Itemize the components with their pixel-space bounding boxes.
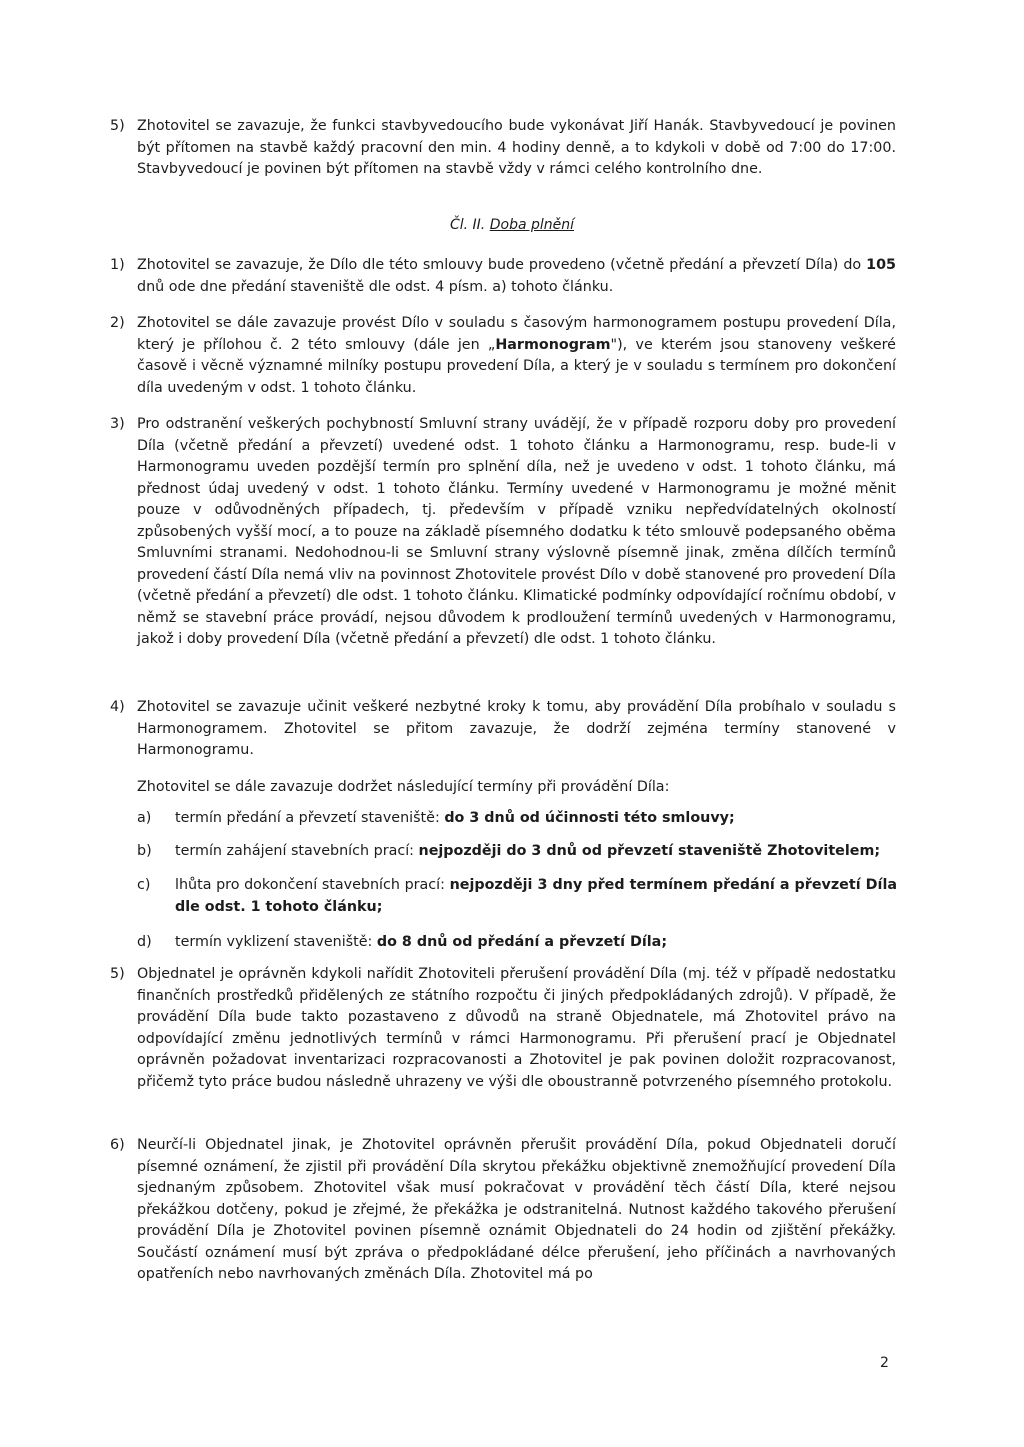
paragraph-5-prev (110, 116, 896, 181)
paragraph-3 (110, 414, 896, 651)
paragraph-4 (110, 697, 896, 762)
list-item-letter: a) (137, 810, 152, 826)
list-item-c (137, 875, 897, 918)
list-item-text (137, 808, 897, 830)
text-segment: termín vyklizení staveniště: (175, 934, 377, 950)
article-label: Čl. II. (449, 217, 486, 233)
bold-segment: do 3 dnů od účinnosti této smlouvy; (444, 810, 735, 826)
paragraph-number: 6) (110, 1137, 125, 1153)
list-item-a (137, 808, 897, 830)
paragraph-number: 5) (110, 118, 125, 134)
paragraph-6 (110, 1135, 896, 1286)
paragraph-2 (110, 313, 896, 399)
paragraph-number: 5) (110, 966, 125, 982)
paragraph-number: 4) (110, 699, 125, 715)
text-segment: termín předání a převzetí staveniště: (175, 810, 445, 826)
list-item-letter: b) (137, 843, 152, 859)
list-item-text (137, 932, 897, 954)
list-item-letter: d) (137, 934, 152, 950)
list-item-text (137, 875, 897, 918)
list-item-b (137, 841, 897, 863)
paragraph-text: Neurčí-li Objednatel jinak, je Zhotovitel oprávněn přerušit provádění Díla, pokud Objednateli doručí písemné oznámení, že zjistil při provádění Díla skrytou překážku objektivně znemožňující provedení Díla sjednaným způsobem. Zhotovitel však musí pokračovat v provádění těch částí Díla, které nejsou překážkou dotčeny, pokud je zřejmé, že překážka je odstranitelná. Nutnost každého takového přerušení provádění Díla je Zhotovitel povinen písemně oznámit Objednateli do 24 hodin od zjištění překážky. Součástí oznámení musí být zpráva o předpokládané délce přerušení, jeho příčinách a navrhovaných opatřeních nebo navrhovaných změnách Díla. Zhotovitel má po (137, 1137, 896, 1282)
text-segment: Zhotovitel se zavazuje, že Dílo dle této smlouvy bude provedeno (včetně předání a převzetí Díla) do (137, 257, 867, 273)
paragraph-number: 2) (110, 315, 125, 331)
paragraph-5 (110, 964, 896, 1093)
bold-segment: do 8 dnů od předání a převzetí Díla; (376, 934, 668, 950)
text-segment: dnů ode dne předání staveniště dle odst. 4 písm. a) tohoto článku. (137, 278, 614, 295)
paragraph-text: Zhotovitel se zavazuje, že funkci stavbyvedoucího bude vykonávat Jiří Hanák. Stavbyvedoucí je povinen být přítomen na stavbě každý pracovní den min. 4 hodiny denně, a to kdykoli v době od 7:00 do 17:00. Stavbyvedoucí je povinen být přítomen na stavbě vždy v rámci celého kontrolního dne. (137, 118, 896, 177)
paragraph-4-intro: Zhotovitel se dále zavazuje dodržet následující termíny při provádění Díla: (137, 779, 670, 795)
list-item-d (137, 932, 897, 954)
page-number: 2 (880, 1355, 889, 1371)
bold-segment: 105 (866, 257, 896, 273)
list-item-text (137, 841, 897, 863)
text-segment: termín zahájení stavebních prací: (175, 843, 419, 859)
paragraph-text (110, 313, 896, 399)
paragraph-text: Zhotovitel se zavazuje učinit veškeré nezbytné kroky k tomu, aby provádění Díla probíhalo v souladu s Harmonogramem. Zhotovitel se přitom zavazuje, že dodrží zejména termíny stanovené v Harmonogramu. (137, 699, 896, 758)
bold-segment: nejpozději 3 dny před termínem předání a převzetí Díla dle odst. 1 tohoto článku; (175, 877, 897, 915)
article-title: Doba plnění (489, 217, 575, 233)
text-segment: lhůta pro dokončení stavebních prací: (175, 877, 450, 893)
bold-segment: Harmonogram (495, 336, 611, 353)
paragraph-text: Pro odstranění veškerých pochybností Smluvní strany uvádějí, že v případě rozporu doby pro provedení Díla (včetně předání a převzetí) uvedené odst. 1 tohoto článku a Harmonogramu, resp. bude-li v Harmonogramu uveden pozdější termín pro splnění díla, než je uvedeno v odst. 1 tohoto článku, má přednost údaj uvedený v odst. 1 tohoto článku. Termíny uvedené v Harmonogramu je možné měnit pouze v odůvodněných případech, tj. především v případě vzniku nepředvídatelných okolností způsobených vyšší mocí, a to pouze na základě písemného dodatku k této smlouvě podepsaného oběma Smluvními stranami. Nedohodnou-li se Smluvní strany výslovně písemně jinak, změna dílčích termínů provedení částí Díla nemá vliv na povinnost Zhotovitele provést Dílo v době stanovené pro provedení Díla (včetně předání a převzetí) dle odst. 1 tohoto článku. Klimatické podmínky odpovídající ročnímu období, v němž se stavební práce provádí, nejsou důvodem k prodloužení termínů uvedených v Harmonogramu, jakož i doby provedení Díla (včetně předání a převzetí) dle odst. 1 tohoto článku. (137, 416, 896, 647)
paragraph-text (110, 255, 896, 298)
bold-segment: nejpozději do 3 dnů od převzetí staveniště Zhotovitelem; (418, 843, 881, 859)
paragraph-text: Objednatel je oprávněn kdykoli nařídit Zhotoviteli přerušení provádění Díla (mj. též v případě nedostatku finančních prostředků přidělených ze státního rozpočtu či jiných předpokládaných zdrojů). V případě, že provádění Díla bude takto pozastaveno z důvodů na straně Objednatele, má Zhotovitel právo na odpovídající změnu jednotlivých termínů v rámci Harmonogramu. Při přerušení prací je Objednatel oprávněn požadovat inventarizaci rozpracovanosti a Zhotovitel je pak povinen doložit rozpracovanost, přičemž tyto práce budou následně uhrazeny ve výši dle oboustranně potvrzeného písemného protokolu. (137, 966, 896, 1090)
paragraph-number: 1) (110, 257, 125, 273)
text-segment: Zhotovitel se dále zavazuje provést Dílo v souladu s časovým harmonogramem postupu provedení Díla, který je přílohou č. 2 této smlouvy (dále jen „ (137, 315, 896, 353)
article-heading (0, 217, 1024, 233)
list-item-letter: c) (137, 877, 151, 893)
paragraph-1 (110, 255, 896, 298)
paragraph-number: 3) (110, 416, 125, 432)
text-segment: "), ve kterém jsou stanoveny veškeré časově i věcně významné milníky postupu provedení Díla, a který je v souladu s termínem pro dokončení díla uvedeným v odst. 1 tohoto článku. (137, 336, 896, 396)
